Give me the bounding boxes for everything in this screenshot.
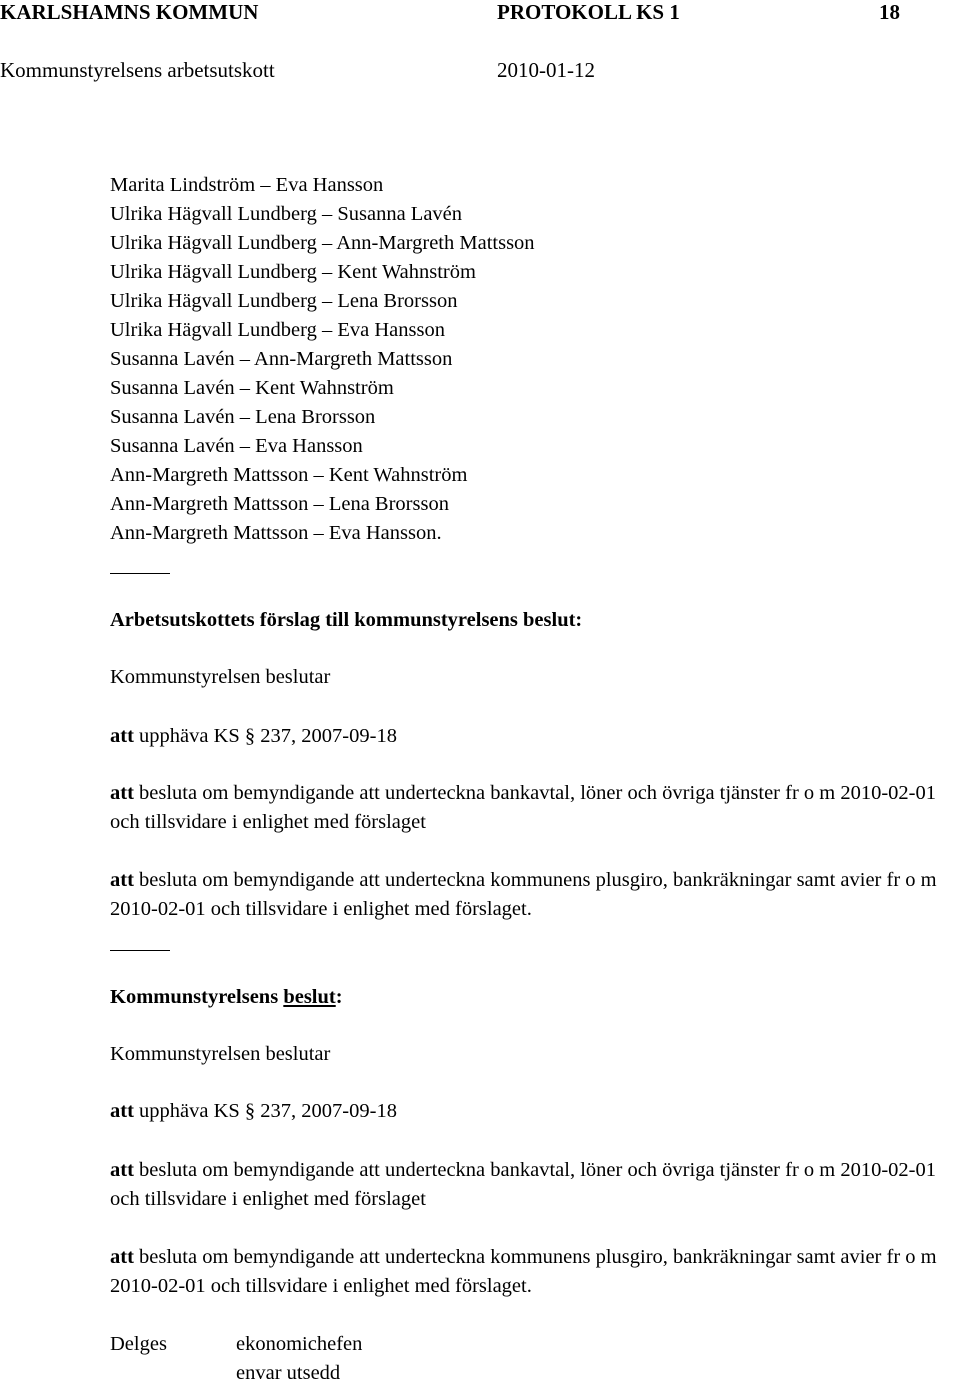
- decision-intro: Kommunstyrelsen beslutar: [110, 1043, 331, 1065]
- list-item: Marita Lindström – Eva Hansson: [110, 174, 384, 196]
- proposal-heading: Arbetsutskottets förslag till kommunstyrelsens beslut:: [110, 609, 583, 631]
- att-keyword: att: [110, 1100, 134, 1122]
- list-item: Ann-Margreth Mattsson – Eva Hansson.: [110, 522, 442, 544]
- committee-name: Kommunstyrelsens arbetsutskott: [0, 58, 275, 82]
- page-number: 18: [879, 0, 900, 24]
- list-item: Ulrika Hägvall Lundberg – Lena Brorsson: [110, 290, 458, 312]
- proposal-item-2: att besluta om bemyndigande att underteckna bankavtal, löner och övriga tjänster fr o m 2010-02-01 och tillsvidare i enlighet med förslaget: [110, 782, 937, 833]
- municipality-name: KARLSHAMNS KOMMUN: [0, 0, 259, 24]
- att-keyword: att: [110, 1246, 134, 1268]
- att-keyword: att: [110, 782, 134, 804]
- list-item: Ann-Margreth Mattsson – Lena Brorsson: [110, 493, 449, 515]
- list-item: Ulrika Hägvall Lundberg – Kent Wahnström: [110, 261, 476, 283]
- list-item: Ann-Margreth Mattsson – Kent Wahnström: [110, 464, 468, 486]
- recipient: ekonomichefen: [236, 1333, 363, 1355]
- list-item: Susanna Lavén – Eva Hansson: [110, 435, 363, 457]
- meeting-date: 2010-01-12: [497, 58, 595, 82]
- proposal-item-1: att upphäva KS § 237, 2007-09-18: [110, 725, 397, 747]
- decision-item-1: att upphäva KS § 237, 2007-09-18: [110, 1100, 397, 1122]
- section-divider: [110, 573, 170, 574]
- list-item: Ulrika Hägvall Lundberg – Eva Hansson: [110, 319, 445, 341]
- list-item: Susanna Lavén – Lena Brorsson: [110, 406, 376, 428]
- proposal-intro: Kommunstyrelsen beslutar: [110, 666, 331, 688]
- proposal-item-3: att besluta om bemyndigande att underteckna kommunens plusgiro, bankräkningar samt avier fr o m 2010-02-01 och tillsvidare i enlighet med förslaget.: [110, 869, 937, 920]
- section-divider: [110, 950, 170, 951]
- list-item: Susanna Lavén – Kent Wahnström: [110, 377, 394, 399]
- distribution-label: Delges: [110, 1333, 167, 1355]
- list-item: Ulrika Hägvall Lundberg – Ann-Margreth Mattsson: [110, 232, 535, 254]
- att-keyword: att: [110, 869, 134, 891]
- name-pairs-list: [110, 171, 535, 548]
- list-item: Susanna Lavén – Ann-Margreth Mattsson: [110, 348, 453, 370]
- list-item: Ulrika Hägvall Lundberg – Susanna Lavén: [110, 203, 463, 225]
- distribution: [110, 1330, 362, 1388]
- decision-item-2: att besluta om bemyndigande att underteckna bankavtal, löner och övriga tjänster fr o m 2010-02-01 och tillsvidare i enlighet med förslaget: [110, 1159, 937, 1210]
- decision-item-3: att besluta om bemyndigande att underteckna kommunens plusgiro, bankräkningar samt avier fr o m 2010-02-01 och tillsvidare i enlighet med förslaget.: [110, 1246, 937, 1297]
- recipient: envar utsedd: [236, 1362, 341, 1384]
- document-title: PROTOKOLL KS 1: [497, 0, 680, 24]
- att-keyword: att: [110, 725, 134, 747]
- decision-heading: Kommunstyrelsens beslut:: [110, 986, 343, 1008]
- att-keyword: att: [110, 1159, 134, 1181]
